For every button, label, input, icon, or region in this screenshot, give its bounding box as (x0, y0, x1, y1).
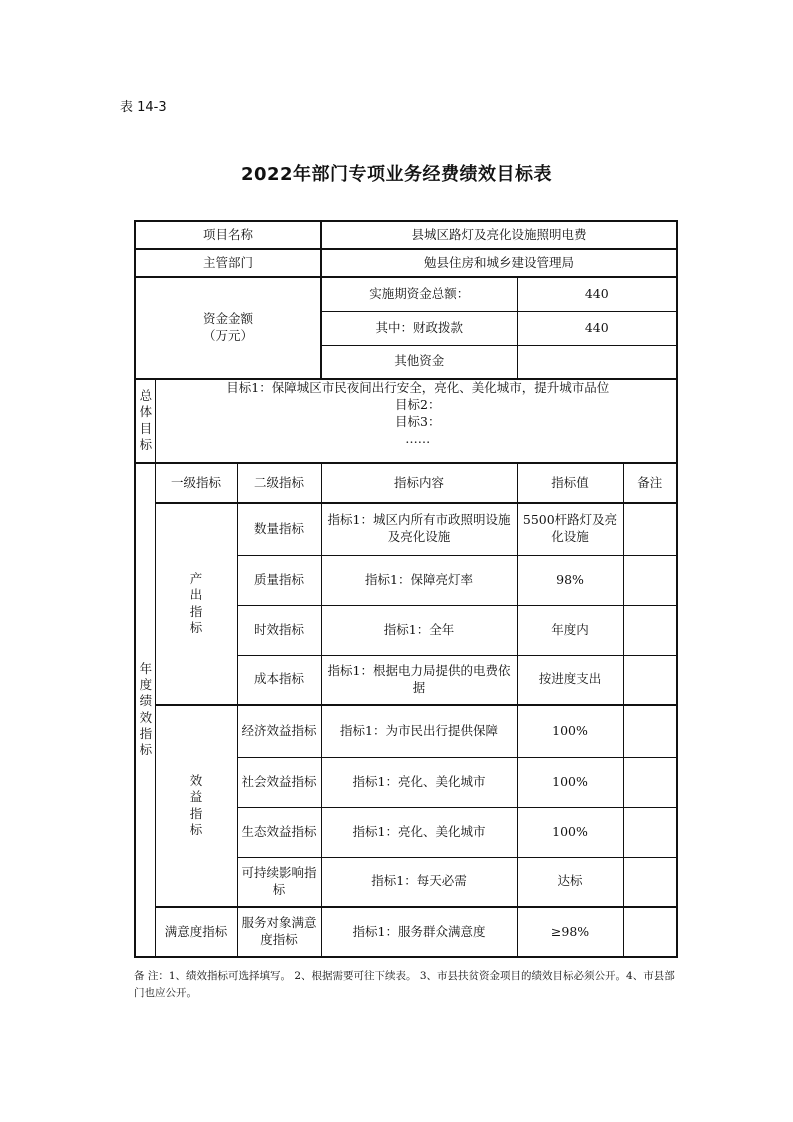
annual-indicators-label-cell (135, 463, 155, 957)
indicator-row (135, 705, 677, 757)
indicator-remark (623, 807, 677, 857)
indicator-level2: 时效指标 (237, 605, 321, 655)
project-name-label: 项目名称 (135, 221, 321, 249)
overall-goal-line: 目标3： (395, 413, 441, 429)
annual-indicators-label: 年度绩效指标 (139, 660, 153, 758)
project-name-row (135, 221, 677, 249)
indicator-value: 5500杆路灯及亮化设施 (517, 503, 623, 555)
funds-row-total (135, 277, 677, 311)
department-label: 主管部门 (135, 249, 321, 277)
indicator-value: 按进度支出 (517, 655, 623, 705)
indicator-level2: 数量指标 (237, 503, 321, 555)
header-level2: 二级指标 (237, 463, 321, 503)
group-benefit-label: 效益指标 (189, 773, 203, 837)
indicator-level2: 质量指标 (237, 555, 321, 605)
department-row (135, 249, 677, 277)
indicator-value: ≥98% (517, 907, 623, 957)
indicator-content: 指标1：保障亮灯率 (321, 555, 517, 605)
overall-goal-line: 目标1：保障城区市民夜间出行安全，亮化、美化城市，提升城市品位 (226, 380, 610, 395)
indicator-content: 指标1：城区内所有市政照明设施及亮化设施 (321, 503, 517, 555)
indicator-row (135, 907, 677, 957)
indicator-value: 达标 (517, 857, 623, 907)
overall-goal-content (155, 379, 677, 463)
indicator-level2: 可持续影响指标 (237, 857, 321, 907)
header-remark: 备注 (623, 463, 677, 503)
header-value: 指标值 (517, 463, 623, 503)
indicator-level2: 社会效益指标 (237, 757, 321, 807)
indicator-remark (623, 857, 677, 907)
indicator-content: 指标1：亮化、美化城市 (321, 757, 517, 807)
indicator-level2: 成本指标 (237, 655, 321, 705)
funds-other-value (517, 345, 677, 379)
indicator-content: 指标1：根据电力局提供的电费依据 (321, 655, 517, 705)
group-satisfaction-label: 满意度指标 (155, 907, 237, 957)
table-number-label: 表 14-3 (120, 100, 167, 115)
header-content: 指标内容 (321, 463, 517, 503)
header-level1: 一级指标 (155, 463, 237, 503)
indicator-level2: 生态效益指标 (237, 807, 321, 857)
indicator-content: 指标1：服务群众满意度 (321, 907, 517, 957)
overall-goal-label: 总体目标 (139, 388, 153, 452)
footnote: 备 注：1、绩效指标可选择填写。 2、根据需要可往下续表。 3、市县扶贫资金项目的绩效目标必须公开。4、市县部门也应公开。 (134, 970, 675, 999)
group-output-label: 产出指标 (189, 571, 203, 635)
indicator-content: 指标1：全年 (321, 605, 517, 655)
indicator-value: 98% (517, 555, 623, 605)
indicator-remark (623, 705, 677, 757)
indicator-remark (623, 757, 677, 807)
indicator-content: 指标1：每天必需 (321, 857, 517, 907)
indicator-level2: 服务对象满意度指标 (237, 907, 321, 957)
indicator-remark (623, 605, 677, 655)
indicator-level2: 经济效益指标 (237, 705, 321, 757)
overall-goal-row (135, 379, 677, 463)
department-value: 勉县住房和城乡建设管理局 (321, 249, 677, 277)
funds-fiscal-label: 其中：财政拨款 (321, 311, 517, 345)
indicator-row (135, 503, 677, 555)
overall-goal-line: 目标2： (395, 396, 441, 412)
funds-total-label: 实施期资金总额： (321, 277, 517, 311)
funds-label: 资金金额 (203, 311, 254, 327)
funds-unit: （万元） (203, 328, 254, 343)
project-name-value: 县城区路灯及亮化设施照明电费 (321, 221, 677, 249)
indicator-content: 指标1：为市民出行提供保障 (321, 705, 517, 757)
funds-total-value: 440 (517, 277, 677, 311)
overall-goal-label-cell (135, 379, 155, 463)
funds-other-label: 其他资金 (321, 345, 517, 379)
indicator-content: 指标1：亮化、美化城市 (321, 807, 517, 857)
group-benefit-cell (155, 705, 237, 907)
indicator-value: 100% (517, 807, 623, 857)
group-output-cell (155, 503, 237, 705)
indicator-value: 100% (517, 705, 623, 757)
indicator-remark (623, 655, 677, 705)
performance-target-table (134, 220, 678, 958)
indicator-value: 年度内 (517, 605, 623, 655)
document-title: 2022年部门专项业务经费绩效目标表 (240, 164, 553, 185)
funds-label-cell (135, 277, 321, 379)
indicator-value: 100% (517, 757, 623, 807)
funds-fiscal-value: 440 (517, 311, 677, 345)
overall-goal-line: …… (405, 430, 431, 446)
indicator-header-row (135, 463, 677, 503)
indicator-remark (623, 503, 677, 555)
indicator-remark (623, 907, 677, 957)
indicator-remark (623, 555, 677, 605)
